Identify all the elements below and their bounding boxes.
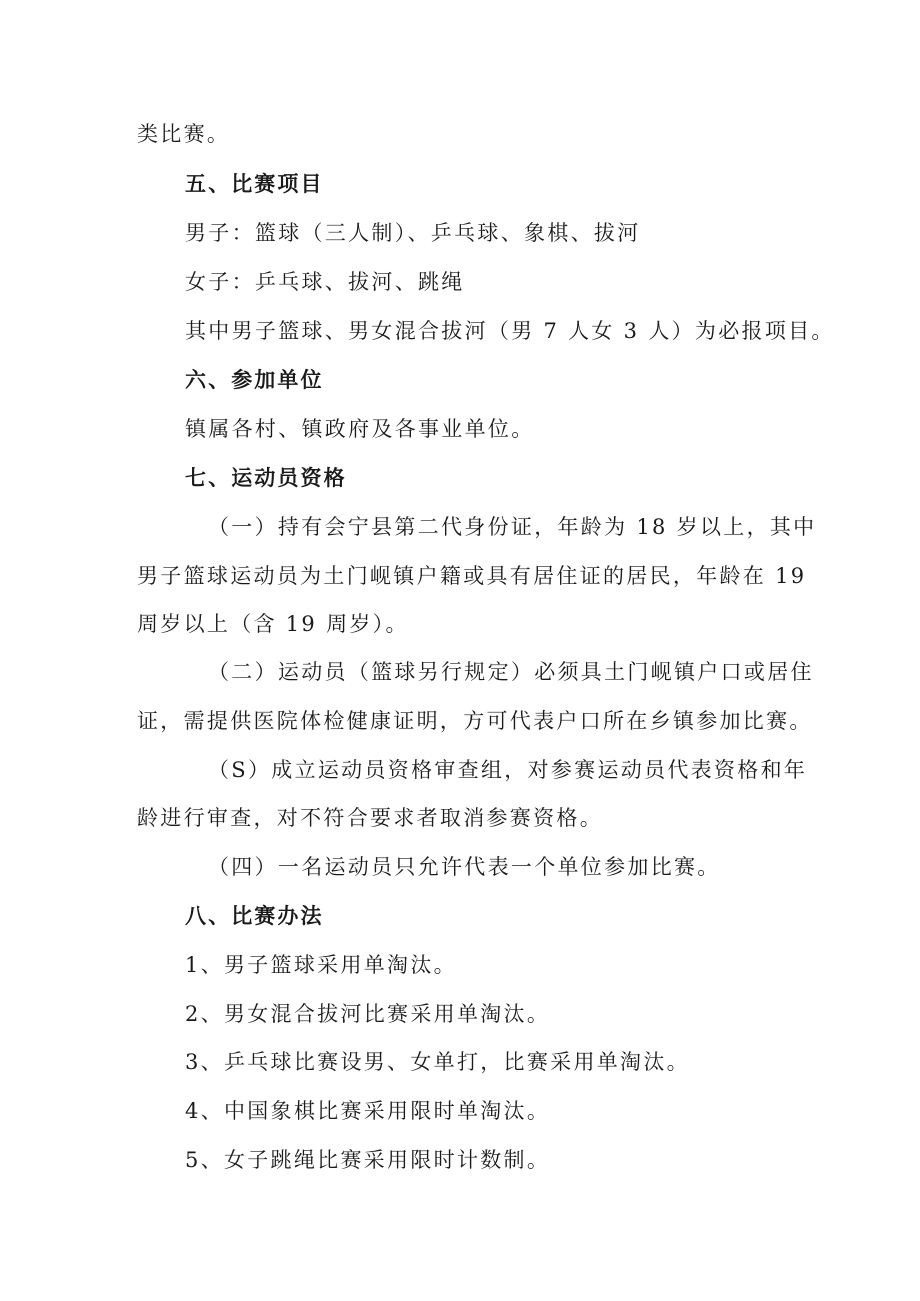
section-heading: 六、参加单位 <box>185 368 324 392</box>
paragraph-line: （S）成立运动员资格审查组，对参赛运动员代表资格和年 <box>208 758 808 782</box>
list-item: 1、男子篮球采用单淘汰。 <box>185 953 457 977</box>
paragraph-line: 男子篮球运动员为土门岘镇户籍或具有居住证的居民，年龄在 19 <box>137 564 807 588</box>
text-line: 女子：乒乓球、拔河、跳绳 <box>185 270 465 294</box>
paragraph-line: （二）运动员（篮球另行规定）必须具土门岘镇户口或居住 <box>208 660 814 684</box>
list-item: 2、男女混合拔河比赛采用单淘汰。 <box>185 1002 551 1026</box>
text-line: 镇属各村、镇政府及各事业单位。 <box>185 417 535 441</box>
text-line: 男子：篮球（三人制）、乒乓球、象棋、拔河 <box>185 221 641 245</box>
text-line: 类比赛。 <box>137 122 231 146</box>
section-heading: 七、运动员资格 <box>185 466 347 490</box>
section-heading: 八、比赛办法 <box>185 904 324 928</box>
list-item: 4、中国象棋比赛采用限时单淘汰。 <box>185 1099 551 1123</box>
paragraph-line: （四）一名运动员只允许代表一个单位参加比赛。 <box>208 855 721 879</box>
paragraph-line: 证，需提供医院体检健康证明，方可代表户口所在乡镇参加比赛。 <box>137 709 813 733</box>
paragraph-line: （一）持有会宁县第二代身份证，年龄为 18 岁以上，其中 <box>208 515 817 539</box>
paragraph-line: 周岁以上（含 19 周岁）。 <box>137 612 409 636</box>
section-heading: 五、比赛项目 <box>185 172 324 196</box>
list-item: 3、乒乓球比赛设男、女单打，比赛采用单淘汰。 <box>185 1050 690 1074</box>
text-line: 其中男子篮球、男女混合拔河（男 7 人女 3 人）为必报项目。 <box>185 319 835 343</box>
list-item: 5、女子跳绳比赛采用限时计数制。 <box>185 1148 551 1172</box>
paragraph-line: 龄进行审查，对不符合要求者取消参赛资格。 <box>137 806 603 830</box>
